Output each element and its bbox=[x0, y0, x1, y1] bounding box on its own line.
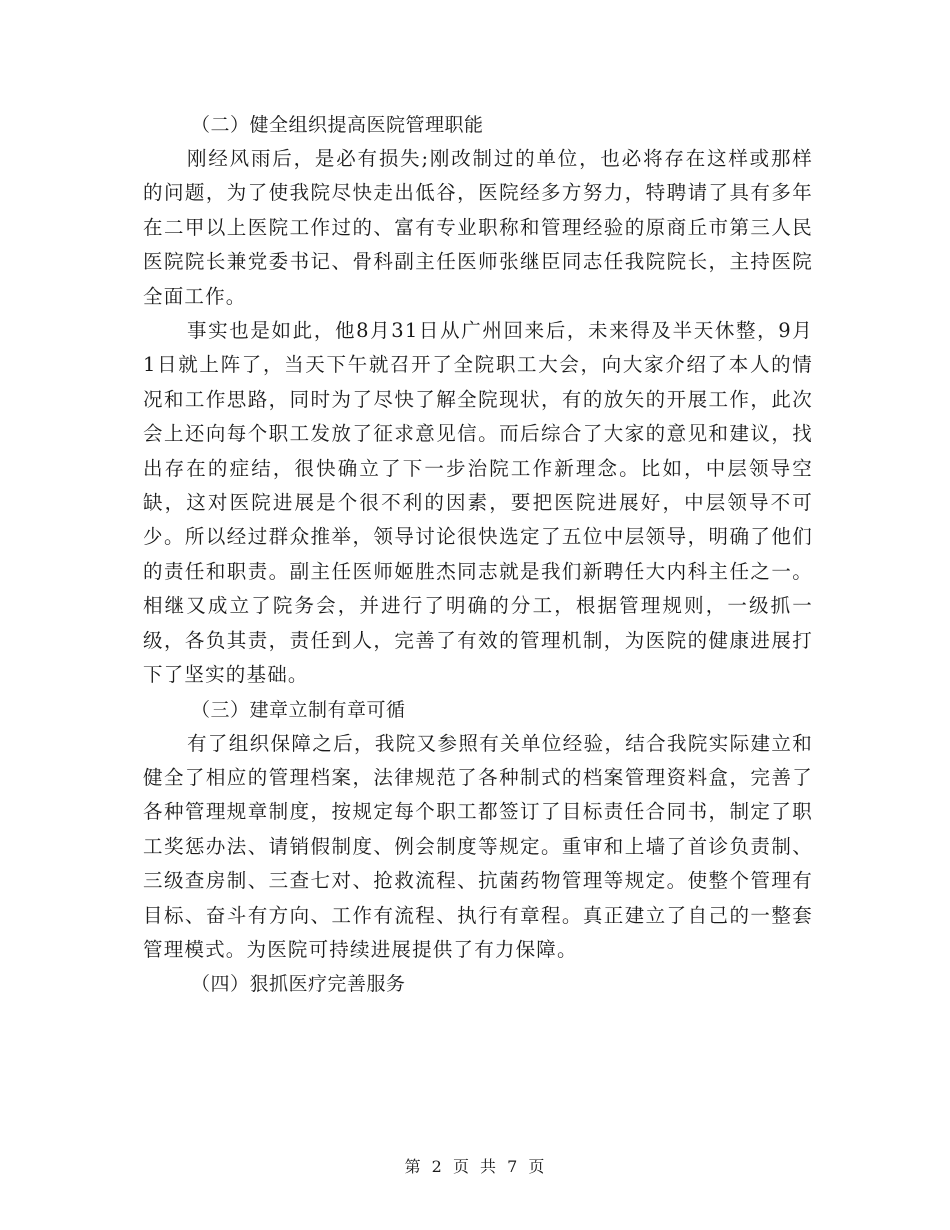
paragraph: 事实也是如此，他8月31日从广州回来后，未来得及半天休整，9月1日就上阵了，当天下午就召开了全院职工大会，向大家介绍了本人的情况和工作思路，同时为了尽快了解全院现状，有的放矢的开展工作，此次会上还向每个职工发放了征求意见信。而后综合了大家的意见和建议，找出存在的症结，很快确立了下一步治院工作新理念。比如，中层领导空缺，这对医院进展是个很不利的因素，要把医院进展好，中层领导不可少。所以经过群众推举，领导讨论很快选定了五位中层领导，明确了他们的责任和职责。副主任医师姬胜杰同志就是我们新聘任大内科主任之一。相继又成立了院务会，并进行了明确的分工，根据管理规则，一级抓一级，各负其责，责任到人，完善了有效的管理机制，为医院的健康进展打下了坚实的基础。 bbox=[143, 319, 813, 687]
section-heading-2: （二）健全组织提高医院管理职能 bbox=[191, 114, 484, 136]
page-number-footer: 第 2 页 共 7 页 bbox=[404, 1157, 546, 1176]
paragraph: 有了组织保障之后，我院又参照有关单位经验，结合我院实际建立和健全了相应的管理档案，法律规范了各种制式的档案管理资料盒，完善了各种管理规章制度，按规定每个职工都签订了目标责任合同书，制定了职工奖惩办法、请销假制度、例会制度等规定。重审和上墙了首诊负责制、三级查房制、三查七对、抢救流程、抗菌药物管理等规定。使整个管理有目标、奋斗有方向、工作有流程、执行有章程。真正建立了自己的一整套管理模式。为医院可持续进展提供了有力保障。 bbox=[143, 731, 813, 961]
section-heading-3: （三）建章立制有章可循 bbox=[191, 698, 406, 721]
section-heading-4: （四）狠抓医疗完善服务 bbox=[191, 973, 406, 996]
document-body bbox=[143, 108, 813, 1001]
paragraph: 刚经风雨后，是必有损失;刚改制过的单位，也必将存在这样或那样的问题，为了使我院尽快走出低谷，医院经多方努力，特聘请了具有多年在二甲以上医院工作过的、富有专业职称和管理经验的原商丘市第三人民医院院长兼党委书记、骨科副主任医师张继臣同志任我院院长，主持医院全面工作。 bbox=[143, 147, 813, 308]
